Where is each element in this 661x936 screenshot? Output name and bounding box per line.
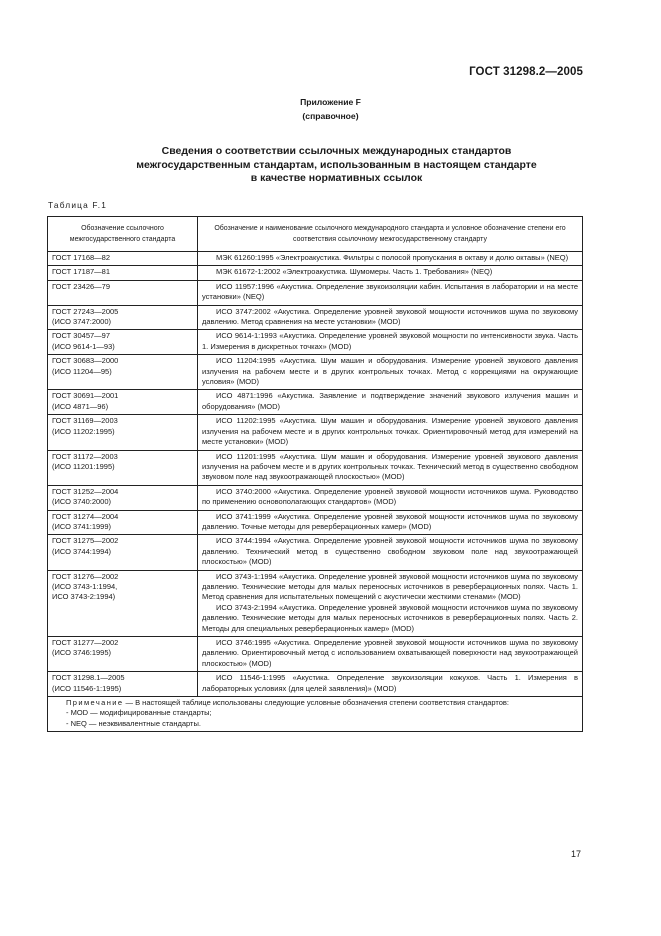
international-standard-text: ИСО 4871:1996 «Акустика. Заявление и подтверждение значений звукового излучения машин и оборудования» (MOD) — [202, 391, 578, 411]
international-standard-text: ИСО 3741:1999 «Акустика. Определение уровней звуковой мощности источников шума по звуковому давлению. Точные методы для реверберационных камер» (MOD) — [202, 511, 578, 531]
table-header-row — [48, 217, 583, 252]
main-title-line: в качестве нормативных ссылок — [250, 172, 423, 184]
gost-designation: (ИСО 3747:2000) — [52, 317, 112, 327]
gost-standard-cell — [48, 280, 198, 305]
gost-standard-cell — [48, 330, 198, 355]
main-title-line: межгосударственным стандартам, использованным в настоящем стандарте — [136, 158, 537, 171]
table-row — [48, 266, 583, 280]
gost-designation: ГОСТ 31252—2004 — [52, 486, 119, 496]
international-standard-text: ИСО 9614-1:1993 «Акустика. Определение уровней звуковой мощности по интенсивности звука. Часть 1. Измерения в дискретных точках» (MOD) — [202, 331, 578, 351]
gost-designation: ГОСТ 31274—2004 — [52, 511, 119, 521]
gost-designation: ГОСТ 31298.1—2005 — [52, 673, 125, 683]
international-standard-cell — [198, 450, 583, 485]
gost-designation: ГОСТ 31169—2003 — [52, 416, 118, 426]
gost-designation: ГОСТ 30691—2001 — [52, 391, 119, 401]
international-standard-cell — [198, 355, 583, 390]
gost-standard-cell — [48, 672, 198, 697]
international-standard-text: ИСО 11546-1:1995 «Акустика. Определение звукоизоляции кожухов. Часть 1. Измерения в лабораторных условиях (для целей заявления)» (MOD) — [202, 673, 578, 693]
table-row — [48, 672, 583, 697]
international-standard-cell — [198, 535, 583, 570]
gost-designation: ГОСТ 23426—79 — [52, 281, 111, 291]
gost-designation: (ИСО 4871—96) — [52, 401, 109, 411]
gost-standard-cell — [48, 485, 198, 510]
gost-designation: (ИСО 11202:1995) — [52, 426, 115, 436]
table-row — [48, 330, 583, 355]
gost-standard-cell — [48, 510, 198, 535]
appendix-heading — [0, 95, 661, 123]
gost-designation: ГОСТ 31276—2002 — [52, 571, 119, 581]
appendix-subtitle: (справочное) — [302, 111, 359, 121]
gost-designation: ГОСТ 31275—2002 — [52, 536, 119, 546]
page-number: 17 — [570, 849, 581, 859]
international-standard-cell — [198, 570, 583, 636]
gost-designation: ГОСТ 30457—97 — [52, 331, 111, 341]
column-header-gost: Обозначение ссылочного межгосударственного стандарта — [48, 217, 198, 252]
international-standard-cell — [198, 637, 583, 672]
table-row — [48, 535, 583, 570]
standard-code: ГОСТ 31298.2—2005 — [469, 66, 583, 78]
gost-standard-cell — [48, 450, 198, 485]
international-standard-text: ИСО 3747:2002 «Акустика. Определение уровней звуковой мощности источников шума по звуковому давлению. Метод сравнения на месте установки» (MOD) — [202, 306, 578, 327]
gost-designation: (ИСО 3746:1995) — [52, 648, 112, 658]
international-standard-cell — [198, 510, 583, 535]
table-note — [48, 697, 583, 732]
table-row — [48, 415, 583, 450]
table-row — [48, 570, 583, 636]
gost-designation: ГОСТ 30683—2000 — [52, 356, 119, 366]
table-row — [48, 280, 583, 305]
gost-designation: ГОСТ 17187—81 — [52, 267, 111, 277]
international-standard-cell — [198, 672, 583, 697]
gost-designation: (ИСО 3740:2000) — [52, 497, 112, 507]
table-row — [48, 450, 583, 485]
gost-designation: (ИСО 11546-1:1995) — [52, 683, 122, 693]
international-standard-cell — [198, 415, 583, 450]
note-item: - NEQ — неэквивалентные стандарты. — [66, 718, 201, 728]
international-standard-text: ИСО 11202:1995 «Акустика. Шум машин и оборудования. Измерение уровней звукового давления излучения на рабочем месте и в других контрольных точках. Ориентировочный метод для измерений на месте установки» (MOD) — [202, 416, 578, 447]
international-standard-text: МЭК 61260:1995 «Электроакустика. Фильтры с полосой пропускания в октаву и долю октавы» (NEQ) — [216, 253, 569, 262]
note-paragraph — [52, 698, 578, 708]
gost-standard-cell — [48, 415, 198, 450]
main-title — [60, 145, 613, 186]
gost-designation: ГОСТ 31172—2003 — [52, 451, 118, 461]
gost-designation: (ИСО 3741:1999) — [52, 521, 112, 531]
table-row — [48, 637, 583, 672]
gost-designation: (ИСО 11201:1995) — [52, 461, 115, 471]
international-standard-text: ИСО 3744:1994 «Акустика. Определение уровней звуковой мощности источников шума по звуковому давлению. Технический метод в существенно свободном звуковом поле над звукоотражающей плоскостью» (MOD) — [202, 536, 578, 567]
gost-designation: ГОСТ 17168—82 — [52, 253, 111, 262]
international-standard-text: ИСО 11201:1995 «Акустика. Шум машин и оборудования. Измерение уровней звукового давления излучения на рабочем месте и в других контрольных точках. Технический метод в существенно свободном звуковом поле над звукоотражающей плоскостью» (MOD) — [202, 451, 578, 482]
note-text: — В настоящей таблице использованы следующие условные обозначения степени соответствия стандартов: — [123, 698, 509, 708]
gost-designation: ГОСТ 31277—2002 — [52, 638, 119, 647]
gost-standard-cell — [48, 570, 198, 636]
gost-standard-cell — [48, 535, 198, 570]
international-standard-cell — [198, 485, 583, 510]
international-standard-cell — [198, 390, 583, 415]
appendix-title: Приложение F — [300, 97, 361, 107]
international-standard-text: ИСО 3740:2000 «Акустика. Определение уровней звуковой мощности источников шума. Руководство по применению основополагающих стандартов» (MOD) — [202, 486, 578, 507]
gost-designation: (ИСО 3743-1:1994, — [52, 581, 118, 591]
gost-standard-cell — [48, 266, 198, 280]
reference-table — [47, 216, 583, 732]
gost-designation: (ИСО 11204—95) — [52, 366, 112, 376]
international-standard-cell — [198, 280, 583, 305]
gost-standard-cell — [48, 305, 198, 330]
table-label: Таблица F.1 — [48, 200, 108, 210]
international-standard-text: МЭК 61672-1:2002 «Электроакустика. Шумомеры. Часть 1. Требования» (NEQ) — [216, 267, 493, 277]
note-row — [48, 697, 583, 732]
international-standard-text: ИСО 3743-2:1994 «Акустика. Определение уровней звуковой мощности источников шума по звуковому давлению. Технические методы для малых переносных источников в реверберационных полях. Часть 2. Методы для специальных реверберационных камер» (MOD) — [202, 602, 578, 633]
table-row — [48, 355, 583, 390]
international-standard-cell — [198, 305, 583, 330]
gost-standard-cell — [48, 252, 198, 266]
table-row — [48, 252, 583, 266]
gost-designation: (ИСО 3744:1994) — [52, 546, 112, 556]
gost-designation: ГОСТ 27243—2005 — [52, 306, 119, 316]
gost-standard-cell — [48, 637, 198, 672]
international-standard-text: ИСО 11204:1995 «Акустика. Шум машин и оборудования. Измерение уровней звукового давления излучения на рабочем месте и в других контрольных точках. Метод с коррекциями на окружающие условия» (MOD) — [202, 356, 578, 387]
table-row — [48, 305, 583, 330]
gost-standard-cell — [48, 355, 198, 390]
table-row — [48, 510, 583, 535]
international-standard-text: ИСО 11957:1996 «Акустика. Определение звукоизоляции кабин. Испытания в лаборатории и на месте установки» (NEQ) — [202, 281, 578, 302]
international-standard-cell — [198, 330, 583, 355]
international-standard-text: ИСО 3746:1995 «Акустика. Определение уровней звуковой мощности источников шума по звуковому давлению. Ориентировочный метод с использованием охватывающей поверхности над звукоотражающей плоскостью» (MOD) — [202, 638, 578, 668]
column-header-intl: Обозначение и наименование ссылочного международного стандарта и условное обозначение степени его соответствия ссылочному межгосударственному стандарту — [198, 217, 583, 252]
gost-standard-cell — [48, 390, 198, 415]
main-title-line: Сведения о соответствии ссылочных международных стандартов — [161, 145, 512, 157]
table-row — [48, 390, 583, 415]
note-heading: Примечание — [66, 698, 124, 708]
international-standard-cell — [198, 266, 583, 280]
international-standard-text: ИСО 3743-1:1994 «Акустика. Определение уровней звуковой мощности источников шума по звуковому давлению. Технические методы для малых переносных источников в реверберационных полях. Часть 1. Метод сравнения для испытательных помещений с акустически жесткими стенами» (MOD) — [202, 571, 578, 602]
gost-designation: (ИСО 9614-1—93) — [52, 341, 115, 351]
note-item: - MOD — модифицированные стандарты; — [66, 708, 212, 718]
table-row — [48, 485, 583, 510]
gost-designation: ИСО 3743-2:1994) — [52, 592, 116, 602]
international-standard-cell — [198, 252, 583, 266]
table-body — [48, 252, 583, 697]
